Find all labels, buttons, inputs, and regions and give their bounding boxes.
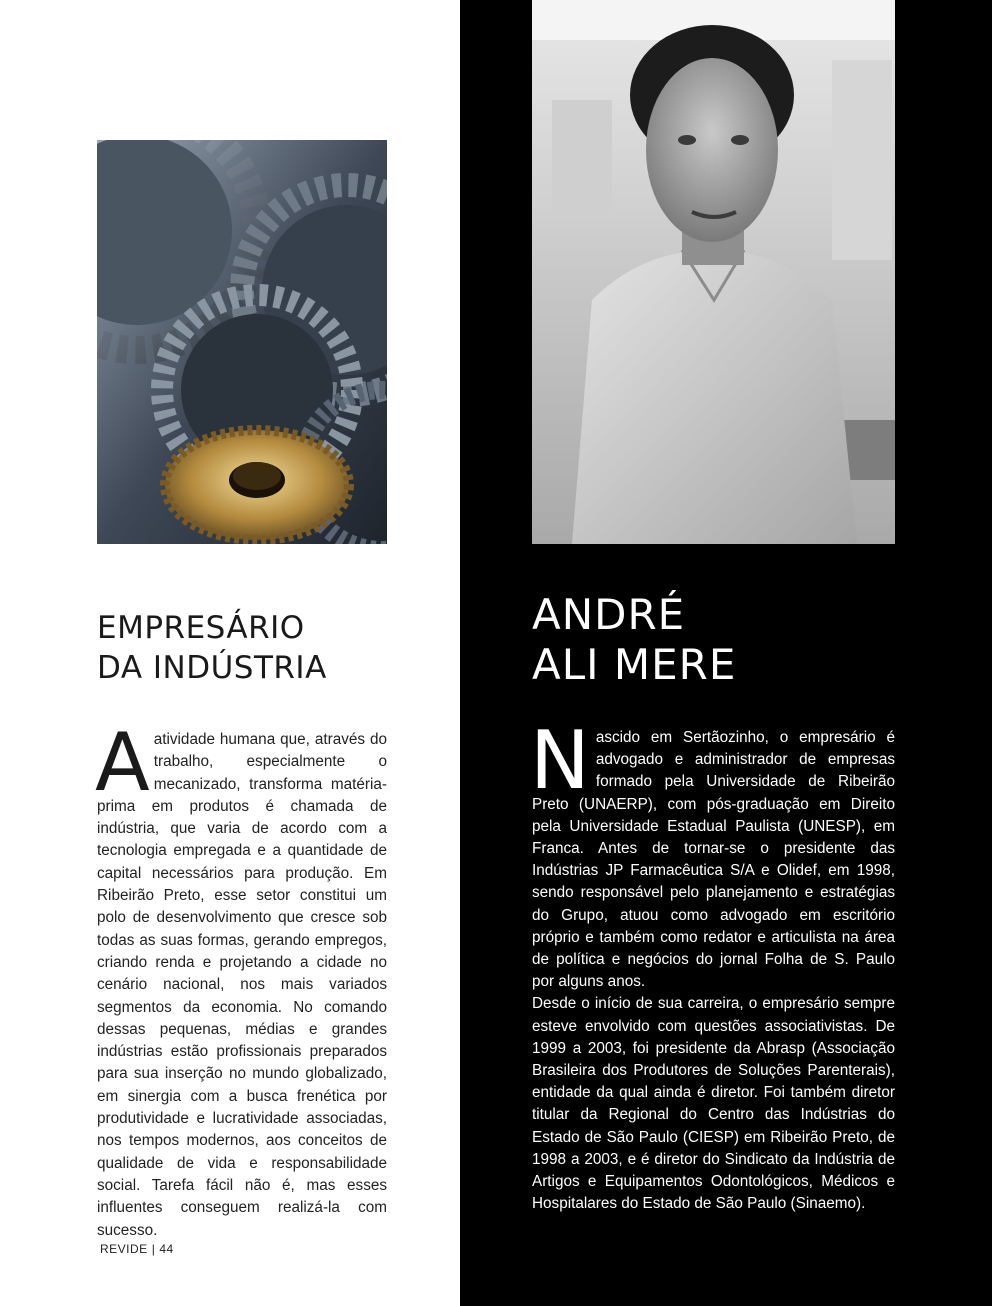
right-paragraph-2: Desde o início de sua carreira, o empresário sempre esteve envolvido com questões associativistas. De 1999 a 2003, foi presidente da Abrasp (Associação Brasileira dos Produtores de Soluções Parenterais), entidade da qual ainda é diretor. Foi também diretor titular da Regional do Centro das Indústrias do Estado de São Paulo (CIESP) em Ribeirão Preto, de 1998 a 2003, e é diretor do Sindicato da Indústria de Artigos e Equipamentos Odontológicos, Médicos e Hospitalares do Estado de São Paulo (Sinaemo). [532, 995, 895, 1213]
magazine-name: REVIDE [100, 1242, 148, 1256]
section-title-line-1: EMPRESÁRIO [97, 610, 305, 646]
right-paragraph-1-content: ascido em Sertãozinho, o empresário é advogado e administrador de empresas formado pela Universidade de Ribeirão Preto (UNAERP), com pós-graduação em Direito pela Universidade Estadual Paulista (UNESP), em Franca. Antes de tornar-se o presidente das Indústrias JP Farmacêutica S/A e Olidef, em 1998, sendo responsável pelo planejamento e estratégias do Grupo, atuou como advogado em escritório próprio e também como redator e articulista na área de política e negócios do jornal Folha de S. Paulo por alguns anos. [532, 729, 895, 991]
person-first-name: ANDRÉ [532, 590, 686, 639]
left-body-content: atividade humana que, através do trabalho, especialmente o mecanizado, transforma matéria-prima em produtos é chamada de indústria, que varia de acordo com a tecnologia empregada e a quantidade de capital necessários para produção. Em Ribeirão Preto, esse setor constitui um polo de desenvolvimento que cresce sob todas as suas formas, gerando empregos, criando renda e projetando a cidade no cenário nacional, nos mais variados segmentos da economia. No comando dessas pequenas, médias e grandes indústrias estão profissionais preparados para sua inserção no mundo globalizado, em sinergia com a busca frenética por produtividade e lucratividade associadas, nos tempos modernos, aos conceitos de qualidade de vida e responsabilidade social. Tarefa fácil não é, mas esses influentes conseguem realizá-la com sucesso. [97, 731, 387, 1239]
section-title [97, 608, 427, 688]
right-paragraph-1 [530, 714, 895, 993]
left-body-text [95, 716, 387, 1242]
page-number: 44 [159, 1242, 174, 1256]
portrait-photo [532, 0, 895, 544]
gears-photo [97, 140, 387, 544]
page-footer [100, 1242, 174, 1256]
person-last-name: ALI MERE [532, 640, 737, 689]
section-title-line-2: DA INDÚSTRIA [97, 650, 327, 686]
right-dropcap: N [530, 714, 590, 807]
right-body-text [530, 714, 895, 1215]
footer-separator: | [151, 1242, 156, 1256]
left-dropcap: A [95, 716, 150, 809]
person-name [532, 590, 892, 690]
